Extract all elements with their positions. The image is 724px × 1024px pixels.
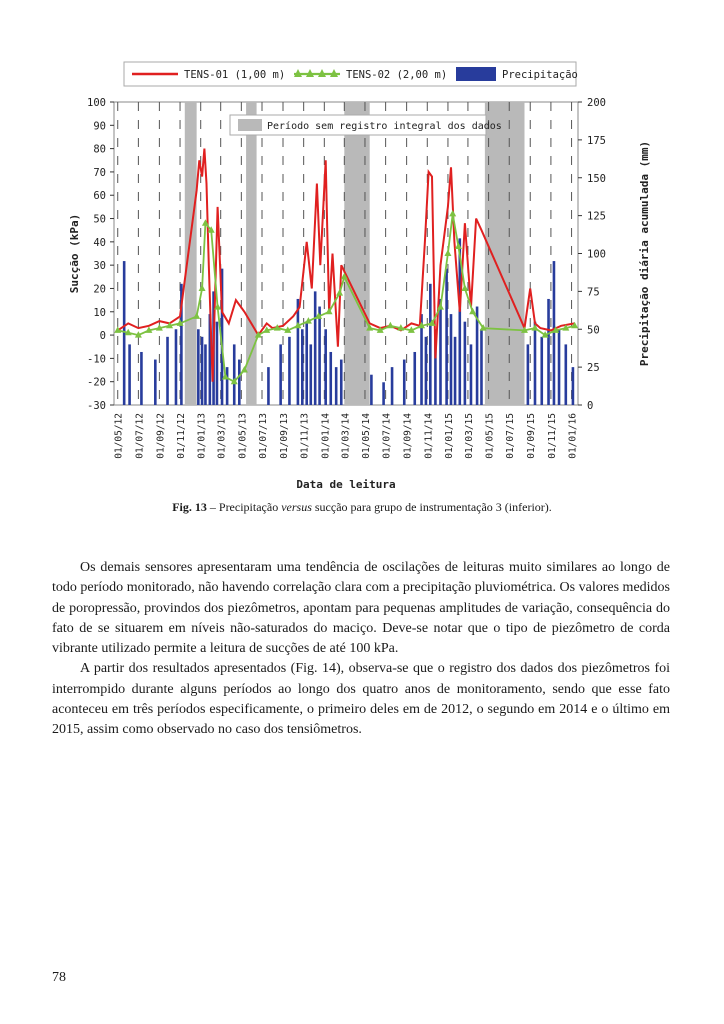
y-left-tick-label: 40 [93, 236, 106, 249]
x-tick-label: 01/11/14 [423, 413, 435, 459]
precipitation-bar [391, 367, 394, 405]
precipitation-bar [314, 291, 317, 405]
y-left-tick-label: -20 [87, 376, 106, 389]
y-right-tick-label: 25 [587, 362, 600, 375]
y-left-tick-label: 0 [99, 330, 106, 343]
figure-13-chart [60, 52, 660, 497]
precipitation-bar [565, 344, 568, 405]
precipitation-bar [429, 284, 432, 405]
y-left-tick-label: 30 [93, 260, 106, 273]
x-tick-label: 01/07/14 [381, 413, 393, 459]
precipitation-bar [233, 344, 236, 405]
y-right-tick-label: 0 [587, 400, 594, 412]
precipitation-bar [370, 375, 373, 405]
precipitation-bar [318, 307, 321, 405]
body-text [52, 558, 670, 741]
x-tick-label: 01/03/14 [340, 413, 352, 459]
precipitation-bar [175, 329, 178, 405]
y-right-tick-label: 75 [587, 286, 600, 299]
legend-precipitation-swatch [456, 67, 496, 81]
x-tick-label: 01/11/15 [546, 413, 558, 459]
x-tick-label: 01/05/12 [113, 413, 125, 459]
precipitation-bar [305, 322, 308, 405]
x-tick-label: 01/03/13 [216, 413, 228, 459]
y-left-tick-label: -30 [87, 400, 106, 412]
y-left-tick-label: 20 [93, 283, 106, 296]
figure-caption [0, 500, 724, 515]
precipitation-bar [154, 360, 157, 405]
precipitation-bar [534, 322, 537, 405]
precipitation-bar [279, 344, 282, 405]
y-left-tick-label: 90 [93, 120, 106, 133]
y-right-axis-title: Precipitação diária acumulada (mm) [638, 140, 651, 367]
page-number: 78 [52, 970, 66, 985]
y-right-tick-label: 150 [587, 172, 606, 185]
precipitation-bar [340, 360, 343, 405]
precipitation-bar [464, 322, 467, 405]
x-tick-label: 01/09/13 [279, 413, 291, 459]
x-tick-label: 01/07/15 [505, 413, 517, 459]
gap-period-band [344, 102, 369, 405]
y-left-axis-title: Sucção (kPa) [68, 213, 81, 294]
precipitation-bar [128, 344, 131, 405]
precipitation-bar [324, 329, 327, 405]
y-left-tick-label: 50 [93, 213, 106, 226]
precipitation-bar [382, 382, 385, 405]
precipitation-bar [403, 360, 406, 405]
precipitation-bar [454, 337, 457, 405]
x-tick-label: 01/03/15 [463, 413, 475, 459]
precipitation-bar [572, 367, 575, 405]
precipitation-bar [335, 367, 338, 405]
precipitation-bar [480, 329, 483, 405]
gap-legend-label: Período sem registro integral dos dados [267, 121, 502, 132]
gap-legend-swatch [238, 119, 262, 131]
x-tick-label: 01/09/15 [526, 412, 538, 459]
precipitation-bar [201, 337, 204, 405]
precipitation-bar [297, 299, 300, 405]
y-right-tick-label: 125 [587, 210, 606, 223]
x-tick-label: 01/01/16 [567, 413, 579, 459]
precipitation-bar [527, 344, 530, 405]
y-left-tick-label: 80 [93, 143, 106, 156]
precipitation-bar [140, 352, 143, 405]
precipitation-bar [329, 352, 332, 405]
legend-precipitation-label: Precipitação [502, 69, 578, 81]
y-left-tick-label: 70 [93, 166, 106, 179]
precipitation-bar [547, 299, 550, 405]
precipitation-bar [226, 367, 229, 405]
y-right-tick-label: 200 [587, 97, 606, 109]
gap-period-band [185, 102, 197, 405]
precipitation-bar [470, 344, 473, 405]
y-left-tick-label: -10 [87, 353, 106, 366]
precipitation-bar [123, 261, 126, 405]
precipitation-bar [540, 337, 543, 405]
x-tick-label: 01/11/13 [299, 413, 311, 459]
precipitation-bar [238, 360, 241, 405]
x-tick-label: 01/01/13 [196, 413, 208, 459]
caption-label: Fig. 13 [172, 500, 207, 514]
precipitation-bar [204, 344, 207, 405]
x-tick-label: 01/05/13 [237, 413, 249, 459]
paragraph-1: Os demais sensores apresentaram uma tendência de oscilações de leituras muito similares ao longo de todo período monitorado, não havendo correlação clara com a precipitação pluviométrica. Os valores medidos de poropressão, provindos dos piezômetros, apontam para pequenas amplitudes de variação, consequência do fato de se situarem em níveis não-saturados do maciço. Deve-se notar que o tipo de piezômetro de corda vibrante utilizado permite a leitura de sucções de até 100 kPa. [52, 560, 670, 657]
precipitation-bar [553, 261, 556, 405]
precipitation-bar [288, 337, 291, 405]
precipitation-bar [216, 322, 219, 405]
caption-dash: – Precipitação [206, 500, 282, 514]
y-left-tick-label: 100 [87, 97, 106, 109]
precipitation-bar [301, 329, 304, 405]
precipitation-bar [413, 352, 416, 405]
x-tick-label: 01/05/15 [484, 413, 496, 459]
x-tick-label: 01/05/14 [360, 413, 372, 459]
y-right-tick-label: 175 [587, 134, 606, 147]
x-tick-label: 01/11/12 [176, 413, 188, 459]
caption-rest: sucção para grupo de instrumentação 3 (inferior). [311, 500, 552, 514]
y-left-tick-label: 60 [93, 190, 106, 203]
precipitation-bar [445, 269, 448, 405]
legend-tens-02-label: TENS-02 (2,00 m) [346, 69, 448, 81]
precipitation-bar [558, 329, 561, 405]
x-tick-label: 01/01/14 [320, 413, 332, 459]
precipitation-bar [309, 344, 312, 405]
precipitation-bar [425, 337, 428, 405]
x-tick-label: 01/07/13 [258, 413, 270, 459]
y-right-tick-label: 100 [587, 248, 606, 261]
x-axis-title: Data de leitura [296, 478, 396, 491]
y-right-tick-label: 50 [587, 324, 600, 337]
x-tick-label: 01/09/14 [402, 413, 414, 459]
x-tick-label: 01/01/15 [443, 413, 455, 459]
paragraph-2: A partir dos resultados apresentados (Fig. 14), observa-se que o registro dos dados dos piezômetros foi interrompido durante alguns períodos ao longo dos quatro anos de monitoramento, sendo que esse fato aconteceu em três períodos especificamente, o primeiro deles em de 2012, o segundo em 2014 e o último em 2015, assim como observado no caso dos tensiômetros. [52, 661, 670, 738]
legend-tens-01-label: TENS-01 (1,00 m) [184, 69, 286, 81]
precipitation-bar [267, 367, 270, 405]
x-tick-label: 01/09/12 [155, 413, 167, 459]
x-tick-label: 01/07/12 [134, 413, 146, 459]
y-left-tick-label: 10 [93, 306, 106, 319]
chart-svg [60, 52, 660, 497]
precipitation-bar [439, 299, 442, 405]
precipitation-bar [450, 314, 453, 405]
caption-versus: versus [281, 500, 312, 514]
precipitation-bar [197, 329, 200, 405]
precipitation-bar [166, 337, 169, 405]
